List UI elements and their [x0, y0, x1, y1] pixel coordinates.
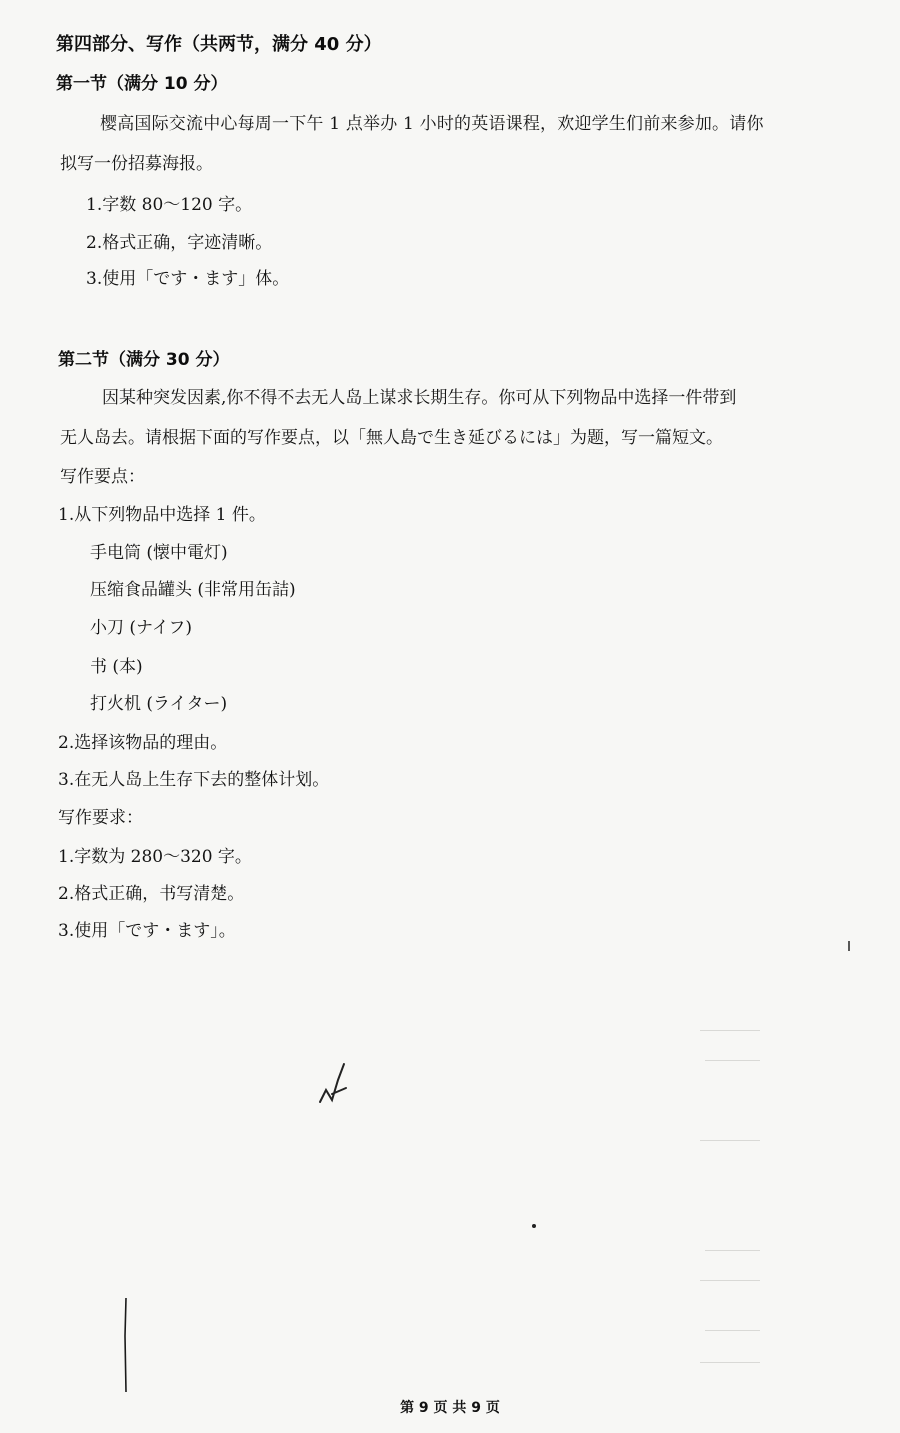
- part2-prompt-line2: 无人岛去。请根据下面的写作要点，以「無人島で生き延びるには」为题，写一篇短文。: [60, 428, 723, 448]
- bleed-line: [705, 1060, 760, 1061]
- part2-point-2: 2.选择该物品的理由。: [58, 733, 228, 753]
- speck-mark: [846, 940, 852, 952]
- part2-requirements-title: 写作要求：: [58, 808, 143, 828]
- item-canned-food: 压缩食品罐头 (非常用缶詰): [90, 580, 296, 600]
- bleed-line: [700, 1140, 760, 1141]
- part1-requirement-3: 3.使用「です・ます」体。: [86, 269, 290, 289]
- bleed-line: [705, 1250, 760, 1251]
- page-footer: 第 9 页 共 9 页: [400, 1400, 500, 1416]
- part1-heading: 第一节（满分 10 分）: [56, 74, 228, 94]
- bleed-line: [705, 1330, 760, 1331]
- item-lighter: 打火机 (ライター): [90, 694, 228, 714]
- part1-prompt-line1: 樱高国际交流中心每周一下午 1 点举办 1 小时的英语课程，欢迎学生们前来参加。请你: [100, 114, 764, 134]
- part2-heading: 第二节（满分 30 分）: [58, 350, 230, 370]
- part1-requirement-1: 1.字数 80～120 字。: [86, 195, 253, 215]
- part1-prompt-line2: 拟写一份招募海报。: [60, 154, 213, 174]
- item-flashlight: 手电筒 (懐中電灯): [90, 543, 228, 563]
- part2-prompt-line1: 因某种突发因素,你不得不去无人岛上谋求长期生存。你可从下列物品中选择一件带到: [102, 388, 737, 408]
- part2-requirement-1: 1.字数为 280～320 字。: [58, 847, 252, 867]
- part2-point-3: 3.在无人岛上生存下去的整体计划。: [58, 770, 330, 790]
- pen-scribble-mark: [312, 1050, 362, 1110]
- item-book: 书 (本): [90, 657, 143, 677]
- section-header: 第四部分、写作（共两节，满分 40 分）: [56, 34, 382, 55]
- pen-vertical-mark: [118, 1296, 132, 1396]
- bleed-line: [700, 1362, 760, 1363]
- item-knife: 小刀 (ナイフ): [90, 618, 192, 638]
- part1-requirement-2: 2.格式正确，字迹清晰。: [86, 233, 273, 253]
- part2-requirement-2: 2.格式正确，书写清楚。: [58, 884, 245, 904]
- part2-point-1: 1.从下列物品中选择 1 件。: [58, 505, 266, 525]
- bleed-line: [700, 1280, 760, 1281]
- bleed-line: [700, 1030, 760, 1031]
- part2-requirement-3: 3.使用「です・ます」。: [58, 921, 236, 941]
- part2-points-title: 写作要点：: [60, 467, 145, 487]
- speck-mark: [530, 1222, 538, 1230]
